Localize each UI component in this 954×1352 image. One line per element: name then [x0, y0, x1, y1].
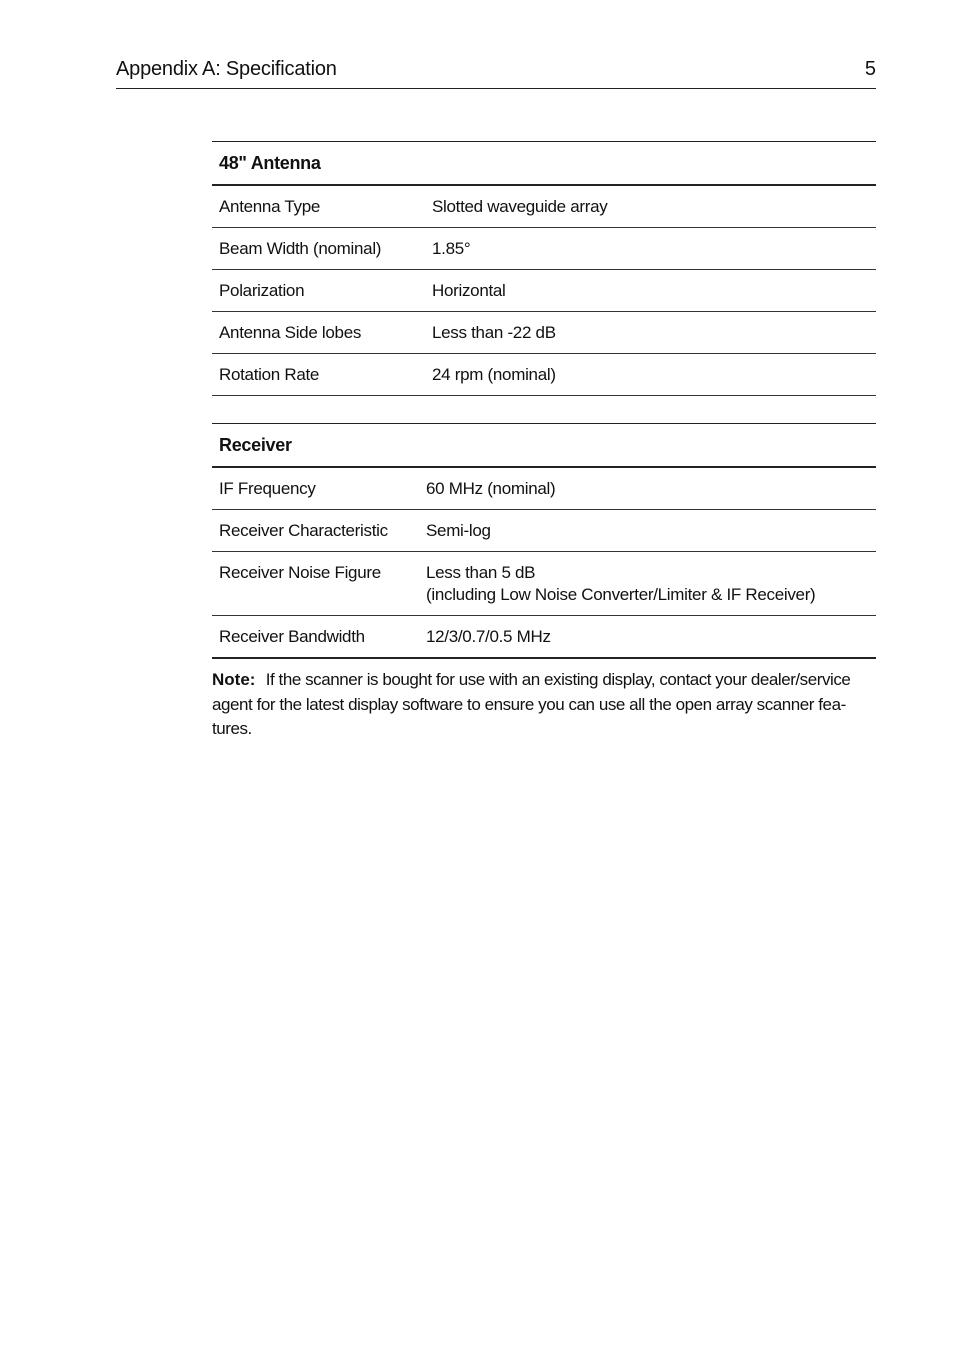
table-row — [212, 510, 876, 552]
spec-label: Receiver Bandwidth — [212, 616, 419, 659]
running-header — [116, 56, 876, 89]
spec-label: IF Frequency — [212, 467, 419, 510]
table-row — [212, 185, 876, 228]
spec-label: Beam Width (nominal) — [212, 228, 425, 270]
antenna-table-heading: 48" Antenna — [212, 142, 876, 186]
page-number: 5 — [864, 58, 876, 80]
spec-label: Antenna Type — [212, 185, 425, 228]
spec-value: Semi-log — [419, 510, 876, 552]
spec-value: 1.85° — [425, 228, 876, 270]
note-text: If the scanner is bought for use with an existing display, contact your dealer/service agent for the latest display software to ensure you can use all the open array scanner fea-tures. — [212, 670, 851, 738]
receiver-spec-table — [212, 423, 876, 659]
spec-value-line: (including Low Noise Converter/Limiter & IF Receiver) — [426, 585, 816, 604]
table-row — [212, 552, 876, 616]
table-row — [212, 354, 876, 396]
receiver-table-heading: Receiver — [212, 424, 876, 468]
note-paragraph — [212, 668, 876, 742]
spec-label: Polarization — [212, 270, 425, 312]
table-row — [212, 228, 876, 270]
note-label: Note: — [212, 670, 256, 689]
spec-label: Receiver Characteristic — [212, 510, 419, 552]
spec-value — [419, 552, 876, 616]
spec-label: Receiver Noise Figure — [212, 552, 419, 616]
table-row — [212, 270, 876, 312]
spec-value: 60 MHz (nominal) — [419, 467, 876, 510]
spec-value: 12/3/0.7/0.5 MHz — [419, 616, 876, 659]
spec-value: Less than -22 dB — [425, 312, 876, 354]
spec-label: Antenna Side lobes — [212, 312, 425, 354]
table-row — [212, 616, 876, 659]
spec-value-line: Less than 5 dB — [426, 563, 536, 582]
table-row — [212, 467, 876, 510]
page-title: Appendix A: Specification — [116, 58, 337, 80]
table-header-row — [212, 142, 876, 186]
table-header-row — [212, 424, 876, 468]
spec-label: Rotation Rate — [212, 354, 425, 396]
spec-value: 24 rpm (nominal) — [425, 354, 876, 396]
table-row — [212, 312, 876, 354]
antenna-spec-table — [212, 141, 876, 396]
spec-value: Slotted waveguide array — [425, 185, 876, 228]
spec-value: Horizontal — [425, 270, 876, 312]
